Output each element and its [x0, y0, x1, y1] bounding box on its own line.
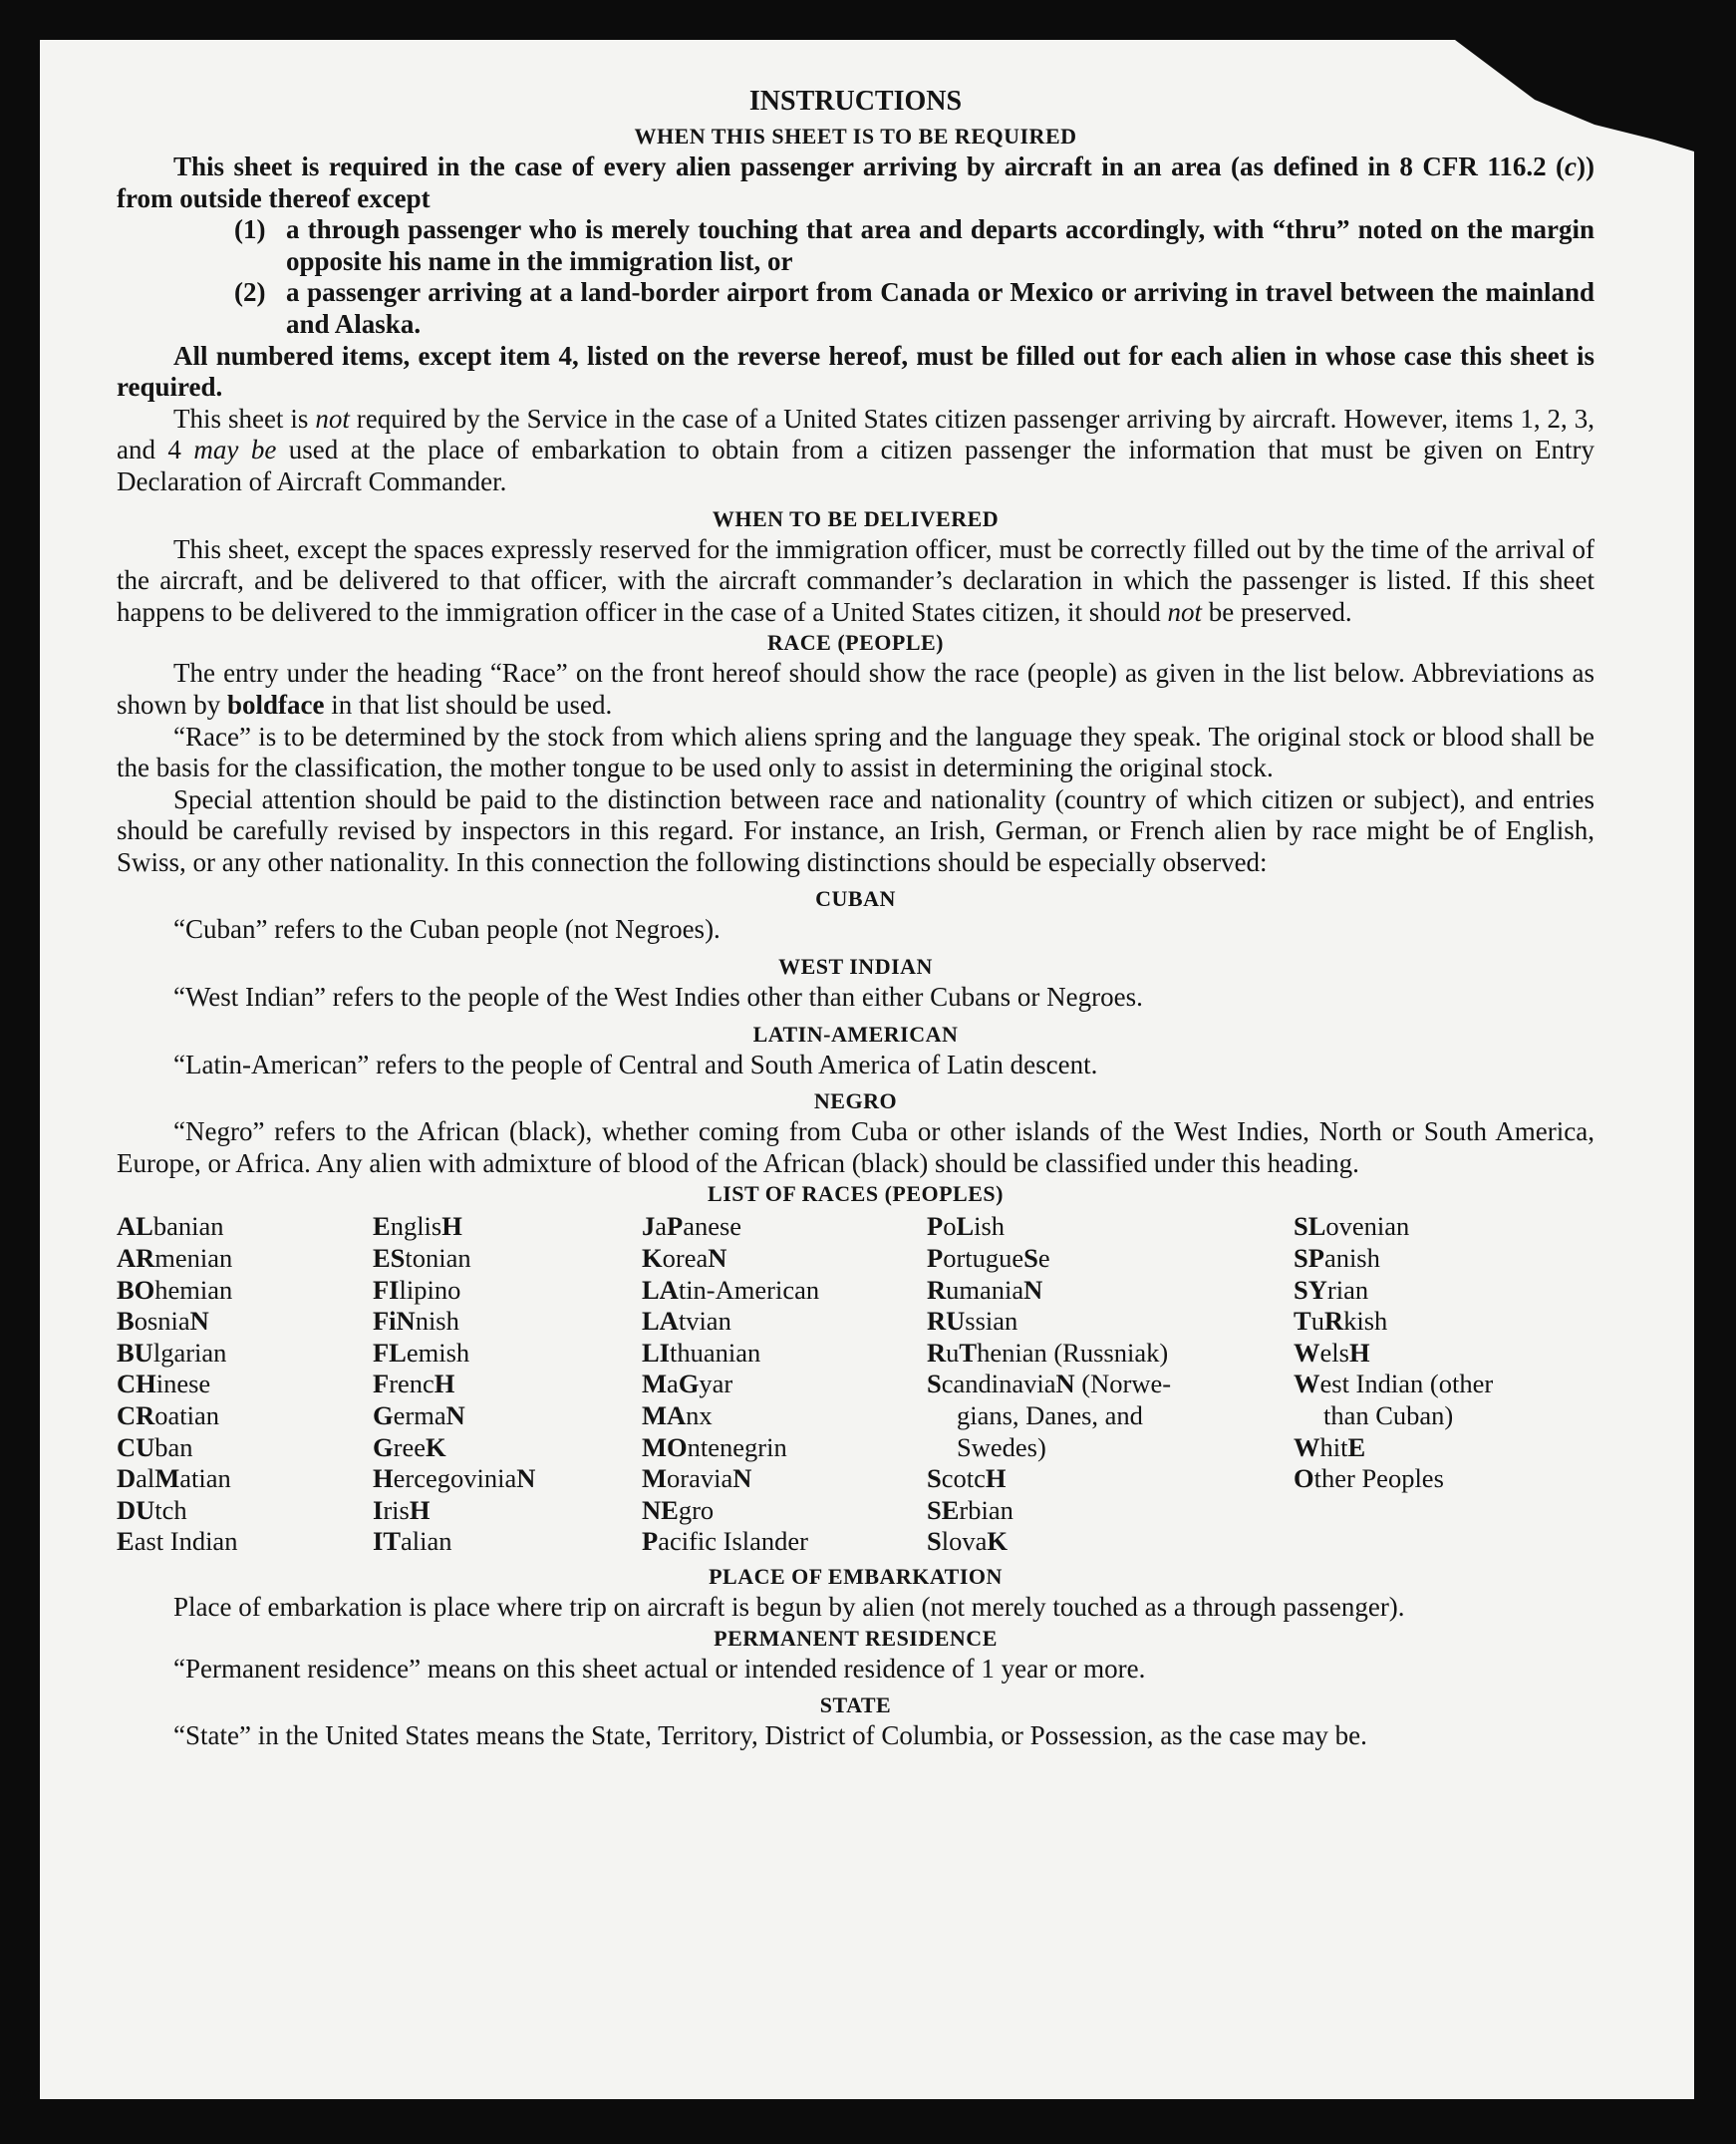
section-heading-state: STATE: [819, 1692, 892, 1718]
section-heading-negro: NEGRO: [813, 1088, 898, 1114]
races-column-3: [642, 1211, 927, 1558]
race-entry: DalMatian: [117, 1463, 231, 1494]
delivered-paragraph: This sheet, except the spaces expressly reserved for the immigration officer, must be correctly filled out by the time of the arrival of the aircraft, and be delivered to that officer, with the aircraft commander’s declaration in which the passenger is listed. If this sheet happens to be delivered to the immigration officer in the case of a United States citizen, it should not be preserved.: [117, 533, 1594, 627]
race-entry: LAtvian: [642, 1306, 731, 1337]
section-heading-required: WHEN THIS SHEET IS TO BE REQUIRED: [634, 124, 1077, 149]
race-entry: LAtin-American: [642, 1274, 820, 1305]
races-table: [117, 1211, 1594, 1558]
west-indian-paragraph: “West Indian” refers to the people of the West Indies other than either Cubans or Negroes.: [173, 982, 1143, 1013]
race-entry: FiNnish: [373, 1306, 459, 1337]
citizen-paragraph: This sheet is not required by the Service in the case of a United States citizen passenger arriving by aircraft. However, items 1, 2, 3, and 4 may be used at the place of embarkation to obtain from a citizen passenger the information that must be given on Entry Declaration of Aircraft Commander.: [117, 403, 1594, 496]
race-paragraph-2: “Race” is to be determined by the stock from which aliens spring and the language they speak. The original stock or blood shall be the basis for the classification, the mother tongue to be used only to assist in determining the original stock.: [117, 721, 1594, 783]
race-paragraph-1: The entry under the heading “Race” on the front hereof should show the race (people) as given in the list below. Abbreviations as shown by boldface in that list should be used.: [117, 658, 1594, 720]
race-entry: PoLish: [927, 1211, 1006, 1242]
permanent-residence-paragraph: “Permanent residence” means on this sheet actual or intended residence of 1 year or more.: [173, 1653, 1146, 1684]
race-entry: TuRkish: [1294, 1306, 1388, 1337]
race-entry: RuThenian (Russniak): [927, 1337, 1169, 1368]
cuban-paragraph: “Cuban” refers to the Cuban people (not Negroes).: [173, 914, 721, 945]
section-heading-cuban: CUBAN: [815, 886, 896, 912]
section-heading-list-of-races: LIST OF RACES (PEOPLES): [708, 1181, 1004, 1207]
race-entry: West Indian (other: [1294, 1369, 1494, 1399]
races-column-1: [117, 1211, 373, 1558]
race-entry: ALbanian: [117, 1211, 224, 1242]
section-heading-embarkation: PLACE OF EMBARKATION: [709, 1563, 1003, 1589]
race-entry: Pacific Islander: [642, 1526, 808, 1557]
race-paragraph-3: Special attention should be paid to the distinction between race and nationality (country of which citizen or subject), and entries should be carefully revised by inspectors in this regard. For instance, an Irish, German, or French alien by race might be of English, Swiss, or any other nationality. In this connection the following distinctions should be especially observed:: [117, 783, 1594, 877]
state-paragraph: “State” in the United States means the State, Territory, District of Columbia, or Possession, as the case may be.: [173, 1720, 1367, 1751]
race-entry: ScotcH: [927, 1463, 1007, 1494]
embarkation-paragraph: Place of embarkation is place where trip on aircraft is begun by alien (not merely touched as a through passenger).: [173, 1591, 1405, 1622]
race-entry: LIthuanian: [642, 1337, 761, 1368]
race-entry: CRoatian: [117, 1400, 220, 1430]
race-entry: FrencH: [373, 1369, 455, 1399]
race-entry: FIlipino: [373, 1274, 461, 1305]
race-entry: MoraviaN: [642, 1463, 752, 1494]
race-entry-continuation: Swedes): [957, 1431, 1046, 1462]
race-entry: WelsH: [1294, 1337, 1370, 1368]
race-entry: ScandinaviaN (Norwe-: [927, 1369, 1172, 1399]
exception-item-1: (1) a through passenger who is merely touching that area and departs accordingly, with “thru” noted on the margin opposite his name in the immigration list, or: [234, 214, 1594, 276]
race-entry: ARmenian: [117, 1243, 233, 1274]
race-entry: IrisH: [373, 1494, 431, 1525]
race-entry: CUban: [117, 1431, 193, 1462]
race-entry: KoreaN: [642, 1243, 727, 1274]
race-entry: MOntenegrin: [642, 1431, 787, 1462]
races-column-2: [373, 1211, 642, 1558]
races-column-5: [1294, 1211, 1573, 1558]
race-entry: SYrian: [1294, 1274, 1369, 1305]
race-entry: GreeK: [373, 1431, 446, 1462]
page-title: INSTRUCTIONS: [748, 86, 963, 117]
race-entry: HercegoviniaN: [373, 1463, 536, 1494]
race-entry: SlovaK: [927, 1526, 1008, 1557]
negro-paragraph: “Negro” refers to the African (black), whether coming from Cuba or other islands of the West Indies, North or South America, Europe, or Africa. Any alien with admixture of blood of the African (black) should be classified under this heading.: [117, 1116, 1594, 1178]
race-entry: GermaN: [373, 1400, 465, 1430]
race-entry: ITalian: [373, 1526, 452, 1557]
races-column-4: [927, 1211, 1294, 1558]
race-entry-continuation: than Cuban): [1323, 1400, 1454, 1430]
race-entry: East Indian: [117, 1526, 238, 1557]
exception-item-2: (2) a passenger arriving at a land-border airport from Canada or Mexico or arriving in travel between the mainland and Alaska.: [234, 277, 1594, 339]
race-entry: MAnx: [642, 1400, 713, 1430]
race-entry: MaGyar: [642, 1369, 733, 1399]
section-heading-race: RACE (PEOPLE): [767, 630, 944, 656]
section-heading-permanent-residence: PERMANENT RESIDENCE: [714, 1625, 998, 1651]
race-entry: PortugueSe: [927, 1243, 1050, 1274]
race-entry: FLemish: [373, 1337, 470, 1368]
race-entry: RumaniaN: [927, 1274, 1043, 1305]
race-entry-continuation: gians, Danes, and: [957, 1400, 1143, 1430]
section-heading-west-indian: WEST INDIAN: [778, 954, 933, 980]
race-entry: BOhemian: [117, 1274, 233, 1305]
race-entry: EStonian: [373, 1243, 471, 1274]
race-entry: JaPanese: [642, 1211, 742, 1242]
race-entry: BUlgarian: [117, 1337, 227, 1368]
race-entry: EnglisH: [373, 1211, 462, 1242]
race-entry: DUtch: [117, 1494, 187, 1525]
document-content: [117, 78, 1594, 1752]
section-heading-delivered: WHEN TO BE DELIVERED: [712, 505, 1000, 531]
race-entry: RUssian: [927, 1306, 1018, 1337]
race-entry: WhitE: [1294, 1431, 1366, 1462]
race-entry: Other Peoples: [1294, 1463, 1444, 1494]
race-entry: SLovenian: [1294, 1211, 1410, 1242]
numbered-items-paragraph: All numbered items, except item 4, listed on the reverse hereof, must be filled out for each alien in whose case this sheet is required.: [117, 340, 1594, 403]
latin-american-paragraph: “Latin-American” refers to the people of Central and South America of Latin descent.: [173, 1049, 1098, 1079]
race-entry: SErbian: [927, 1494, 1013, 1525]
race-entry: SPanish: [1294, 1243, 1380, 1274]
race-entry: NEgro: [642, 1494, 715, 1525]
race-entry: CHinese: [117, 1369, 211, 1399]
required-paragraph: This sheet is required in the case of every alien passenger arriving by aircraft in an area (as defined in 8 CFR 116.2 (c)) from outside thereof except: [117, 152, 1594, 213]
section-heading-latin-american: LATIN-AMERICAN: [752, 1021, 959, 1047]
race-entry: BosniaN: [117, 1306, 209, 1337]
